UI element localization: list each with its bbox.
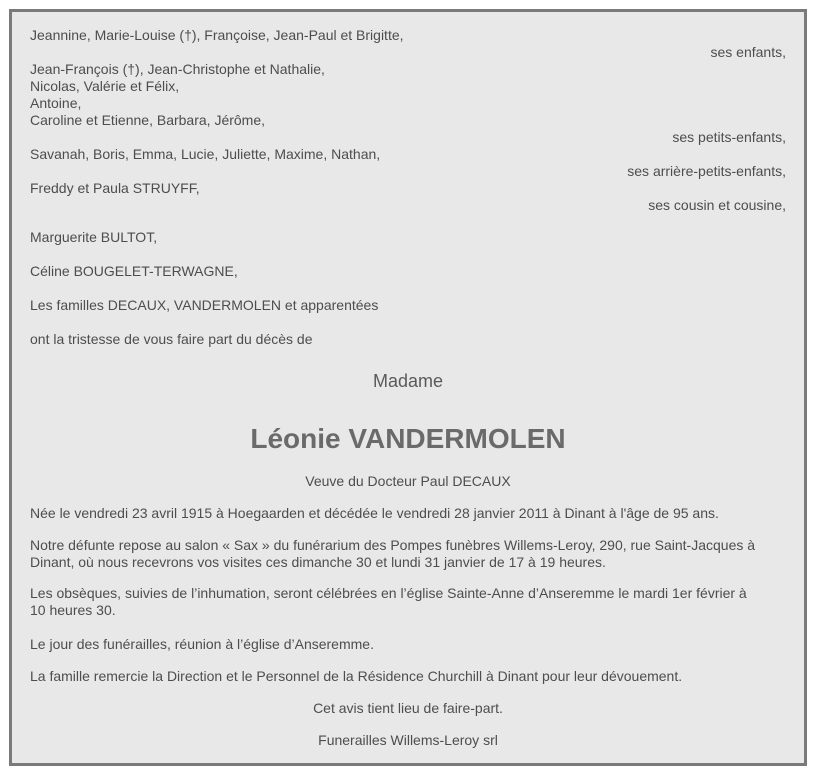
family-line: Jean-François (†), Jean-Christophe et Nathalie, [30,61,325,77]
honorific: Madame [372,371,444,391]
funeral-line: Les obsèques, suivies de l’inhumation, seront célébrées en l’église Sainte-Anne d’Anseremme le mardi 1er février à [30,585,747,601]
family-line: Nicolas, Valérie et Félix, [30,78,180,94]
thanks-line: La famille remercie la Direction et le Personnel de la Résidence Churchill à Dinant pour leur dévouement. [30,668,683,684]
relation-label: ses cousin et cousine, [648,197,786,213]
family-line: Freddy et Paula STRUYFF, [30,180,200,196]
family-line: Céline BOUGELET-TERWAGNE, [30,263,238,279]
closing-line: Cet avis tient lieu de faire-part. [313,700,503,716]
family-line: Jeannine, Marie-Louise (†), Françoise, Jean-Paul et Brigitte, [30,27,404,43]
relation-label: ses petits-enfants, [672,129,786,145]
family-line: Caroline et Etienne, Barbara, Jérôme, [30,112,266,128]
family-line: Antoine, [30,95,82,111]
deceased-name: Léonie VANDERMOLEN [250,423,566,454]
reception-line: Le jour des funérailles, réunion à l’église d’Anseremme. [30,636,374,652]
visitation-line: Notre défunte repose au salon « Sax » du funérarium des Pompes funèbres Willems-Leroy, 290, rue Saint-Jacques à [30,537,756,553]
family-line: Savanah, Boris, Emma, Lucie, Juliette, Maxime, Nathan, [30,146,381,162]
visitation-line: Dinant, où nous recevrons vos visites ces dimanche 30 et lundi 31 janvier de 17 à 19 heures. [30,554,606,570]
announcement-line: ont la tristesse de vous faire part du décès de [30,331,313,347]
deceased-subtitle: Veuve du Docteur Paul DECAUX [305,473,511,489]
funeral-line: 10 heures 30. [30,602,116,618]
family-line: Marguerite BULTOT, [30,229,158,245]
family-line: Les familles DECAUX, VANDERMOLEN et apparentées [30,297,379,313]
relation-label: ses enfants, [710,44,786,60]
birth-death-line: Née le vendredi 23 avril 1915 à Hoegaarden et décédée le vendredi 28 janvier 2011 à Dinant à l'âge de 95 ans. [30,505,719,521]
signature-line: Funerailles Willems-Leroy srl [318,732,498,748]
relation-label: ses arrière-petits-enfants, [627,163,786,179]
death-notice-frame [9,9,807,766]
